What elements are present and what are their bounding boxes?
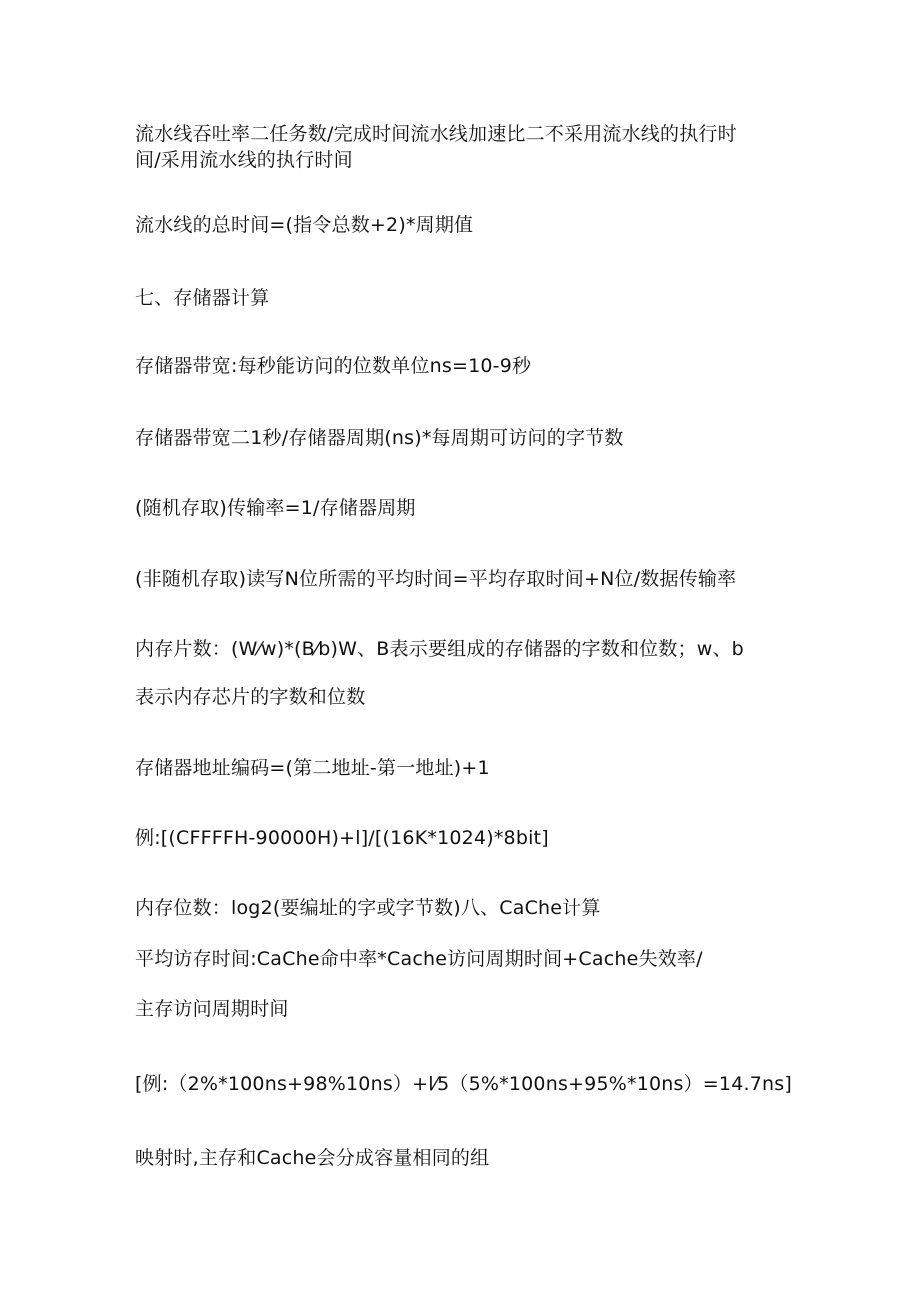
text-line-chip-count-cont: 表示内存芯片的字数和位数 bbox=[135, 686, 366, 708]
text-line-average-access-time-cont: 主存访问周期时间 bbox=[135, 998, 289, 1020]
text-line-address-encoding: 存储器地址编码=(第二地址-第一地址)+1 bbox=[135, 757, 490, 779]
text-line-average-access-time: 平均访存时间:CaChe命中率*Cache访问周期时间+Cache失效率/ bbox=[135, 948, 703, 970]
text-line-example-address: 例:[(CFFFFH-90000H)+l]/[(16K*1024)*8bit] bbox=[135, 827, 549, 849]
text-line-memory-bandwidth: 存储器带宽:每秒能访问的位数单位ns=10-9秒 bbox=[135, 355, 532, 377]
text-line-memory-bandwidth-formula: 存储器带宽二1秒/存储器周期(ns)*每周期可访问的字节数 bbox=[135, 427, 624, 449]
text-line-example-cache: [例:（2%*100ns+98%10ns）+l⁄5（5%*100ns+95%*10ns）=14.7ns] bbox=[135, 1073, 792, 1095]
text-line-non-random-access: (非随机存取)读写N位所需的平均时间=平均存取时间+N位/数据传输率 bbox=[135, 568, 737, 590]
text-line-pipeline-total-time: 流水线的总时间=(指令总数+2)*周期值 bbox=[135, 214, 474, 236]
text-line-memory-bits-cache-heading: 内存位数：log2(要编址的字或字节数)八、CaChe计算 bbox=[135, 897, 601, 919]
text-line-pipeline-throughput-cont: 间/采用流水线的执行时间 bbox=[135, 149, 353, 171]
text-line-mapping: 映射时,主存和Cache会分成容量相同的组 bbox=[135, 1147, 490, 1169]
text-line-random-access-rate: (随机存取)传输率=1/存储器周期 bbox=[135, 497, 416, 519]
section-heading-memory: 七、存储器计算 bbox=[135, 287, 270, 309]
text-line-pipeline-throughput: 流水线吞吐率二任务数/完成时间流水线加速比二不采用流水线的执行时 bbox=[135, 123, 737, 145]
text-line-chip-count: 内存片数：(W⁄w)*(B⁄b)W、B表示要组成的存储器的字数和位数；w、b bbox=[135, 638, 744, 660]
